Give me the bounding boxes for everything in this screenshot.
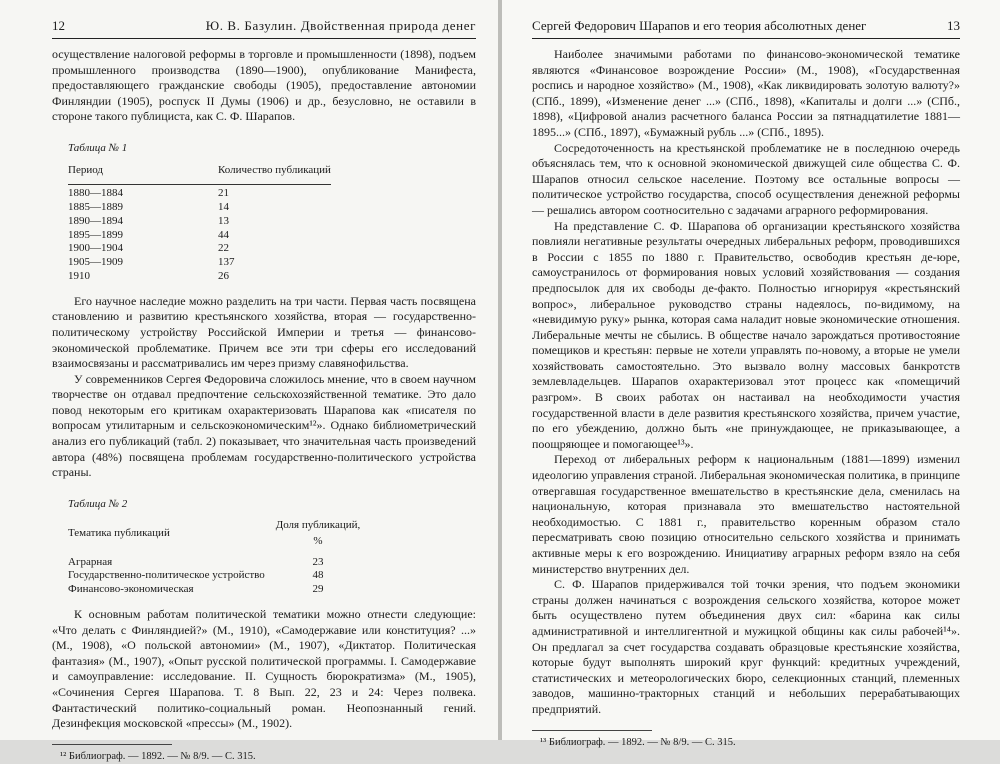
- footnote: ¹² Библиограф. — 1892. — № 8/9. — С. 315.: [60, 750, 256, 762]
- running-head: Ю. В. Базулин. Двойственная природа денег: [205, 18, 476, 33]
- column-header: Доля публикаций, %: [275, 519, 361, 548]
- publications-by-topic-table: [68, 518, 363, 597]
- paragraph: осуществление налоговой реформы в торговле и промышленности (1898), подъем промышленного производства (1890—1900), опубликование Манифеста, предоставляющего гражданские свободы (1905), предоставление автономии Финляндии (1905), роспуск II Думы (1906) и др., безусловно, не оставили в стороне такого публициста, как С. Ф. Шарапов.: [52, 47, 476, 124]
- count-cell: 22: [218, 242, 229, 255]
- share-cell: 29: [312, 583, 324, 596]
- period-cell: 1895—1899: [68, 228, 123, 241]
- table-row: [68, 185, 331, 201]
- table-row: [68, 256, 331, 270]
- column-header: Тематика публикаций: [68, 527, 170, 540]
- publications-by-period-table: [68, 163, 331, 284]
- page-number: 12: [52, 18, 65, 33]
- right-page-header: [532, 18, 960, 39]
- paragraph: Сосредоточенность на крестьянской проблематике не в последнюю очередь объяснялась тем, что к основной экономической движущей силе общества С. Ф. Шарапов относил сельское население. Поэтому все остальные вопросы — политическое устройство государства, способ осуществления денежной реформы — решались автором соотносительно с задачами аграрного реформирования.: [532, 140, 960, 217]
- footnote-rule: [532, 730, 652, 731]
- period-cell: 1880—1884: [68, 185, 218, 201]
- left-page: [0, 0, 498, 762]
- paragraph: С. Ф. Шарапов придерживался той точки зрения, что подъем экономики страны должен начинаться с возрождения сельского хозяйства, которое может быть осуществлено путем объединения двух сил: «барина как силы административной и интеллигентной и мужицкой общины как силы рабочей¹⁴». Он предлагал за счет государства создавать образцовые крестьянские хозяйства, которые будут выполнять широкий круг функций: кредитных учреждений, статистических и метеорологических бюро, селекционных станций, племенных заводов, машинно-тракторных станций и небольших перерабатывающих предприятий.: [532, 577, 960, 716]
- table-header-row: [68, 163, 331, 185]
- paragraph: К основным работам политической тематики можно отнести следующие: «Что делать с Финляндией?» (М., 1910), «Самодержавие или конституция? ...» (М., 1908), «О польской автономии» (М., 1907), «Диктатор. Политическая фантазия» (М., 1907), «Опыт русской политической программы. I. Самодержавие и самоуправление: исследование. II. Сущность бюрократизма» (М., 1905), «Сочинения Сергея Шарапова. Т. 8 Вып. 22, 23 и 24: Через полвека. Фантастический политико-социальный роман. Неопознанный гений. Дезинфекция московской «прессы» (М., 1902).: [52, 607, 476, 731]
- count-cell: 13: [218, 214, 229, 227]
- paragraph: Наиболее значимыми работами по финансово-экономической тематике являются «Финансовое возрождение России» (М., 1908), «Государственная роспись и народное хозяйство» (М., 1908), «Как ликвидировать золотую валюту?» (СПб., 1899), «Изменение денег ...» (СПб., 1898), «Капиталы и долги ...» (СПб., 1898), «Цифровой анализ расчетного баланса России за пятнадцатилетие 1881—1895...» (СПб., 1897), «Бумажный рубль ...» (СПб., 1895).: [532, 47, 960, 139]
- period-cell: 1890—1894: [68, 214, 123, 227]
- table-row: [68, 215, 331, 229]
- table-row: [68, 583, 363, 597]
- table-row: [68, 556, 363, 570]
- right-page: [502, 0, 1000, 748]
- table-caption: Таблица № 2: [68, 497, 128, 510]
- topic-cell: Государственно-политическое устройство: [68, 569, 265, 582]
- table-caption: Таблица № 1: [68, 141, 128, 154]
- right-page-content: [532, 47, 960, 750]
- period-cell: 1905—1909: [68, 256, 123, 269]
- paragraph: Его научное наследие можно разделить на три части. Первая часть посвящена становлению и развитию крестьянского хозяйства, вторая — государственно-политическому устройству Российской Империи и третья — финансово-экономической проблематике. Причем все эти три сферы его исследований взаимосвязаны и рассматривались им через призму славянофильства.: [52, 293, 476, 371]
- period-cell: 1885—1889: [68, 200, 123, 213]
- left-page-content: [52, 47, 476, 764]
- column-header: Период: [68, 163, 103, 176]
- count-cell: 14: [218, 200, 229, 213]
- column-header: Количество публикаций: [218, 163, 331, 176]
- count-cell: 21: [218, 185, 331, 201]
- share-cell: 48: [312, 569, 324, 582]
- count-cell: 44: [218, 228, 229, 241]
- table-row: [68, 242, 331, 256]
- left-page-header: [52, 18, 476, 39]
- paragraph: Переход от либеральных реформ к национальным (1881—1899) изменил идеологию управления страной. Либеральная экономическая политика, в принципе отвергавшая государственное вмешательство в крестьянские дела, сменилась на национальную, которая признавала это вмешательство настоятельной необходимостью. С 1881 г., правительство коренным образом стало пересматривать свою позицию относительно сельского хозяйства и принимать активные меры к его возрождению. Инициативу аграрных реформ взяло на себя министерство внутренних дел.: [532, 452, 960, 576]
- period-cell: 1910: [68, 269, 90, 282]
- paragraph: На представление С. Ф. Шарапова об организации крестьянского хозяйства повлияли негативные результаты очередных либеральных реформ, проводившихся в России с 1855 по 1880 г. Правительство, освободив крестьян де-юре, самоустранилось от формирования новых условий хозяйствования — создания предпосылок для их свободы де-факто. Полностью игнорируя «крестьянский вопрос», либеральное руководство страны надеялось, по-видимому, на «невидимую руку» рынка, которая сама наладит новые экономические отношения. Либеральные мечты не сбылись. В обществе начало зарождаться противостояние помещиков и крестьян: первые не хотели управлять по-новому, а вторые не умели хозяйствовать самостоятельно. Это вызвало волну массовых банкротств землевладельцев. Шарапов охарактеризовал этот процесс как «помещичий разгром». В своих работах он настаивал на необходимости участия государственной власти в деле развития крестьянского хозяйства, причем участие, по его убеждению, должно быть «не принуждающее, не приказывающее, а поощряющее и помогающее¹³».: [532, 218, 960, 451]
- share-cell: 23: [312, 555, 324, 568]
- count-cell: 137: [218, 256, 235, 269]
- topic-cell: Финансово-экономическая: [68, 583, 194, 596]
- footnote: ¹³ Библиограф. — 1892. — № 8/9. — С. 315.: [540, 736, 736, 748]
- table-row: [68, 201, 331, 215]
- running-head: Сергей Федорович Шарапов и его теория абсолютных денег: [532, 18, 867, 33]
- paragraph: У современников Сергея Федоровича сложилось мнение, что в своем научном творчестве он отдавал предпочтение сельскохозяйственной тематике. Это дало повод некоторым его критикам охарактеризовать Шарапова как «писателя по вопросам утилитарным и сельскоэкономическим¹²». Однако библиометрический анализ его публикаций (табл. 2) показывает, что значительная часть произведений автора (48%) посвящена проблемам государственно-политического устройства страны.: [52, 371, 476, 480]
- table-header-row: [68, 518, 363, 555]
- table-row: [68, 229, 331, 243]
- table-row: [68, 270, 331, 284]
- page-number: 13: [947, 18, 960, 33]
- footnote-rule: [52, 744, 172, 745]
- table-row: [68, 569, 363, 583]
- count-cell: 26: [218, 269, 229, 282]
- topic-cell: Аграрная: [68, 555, 113, 568]
- period-cell: 1900—1904: [68, 242, 123, 255]
